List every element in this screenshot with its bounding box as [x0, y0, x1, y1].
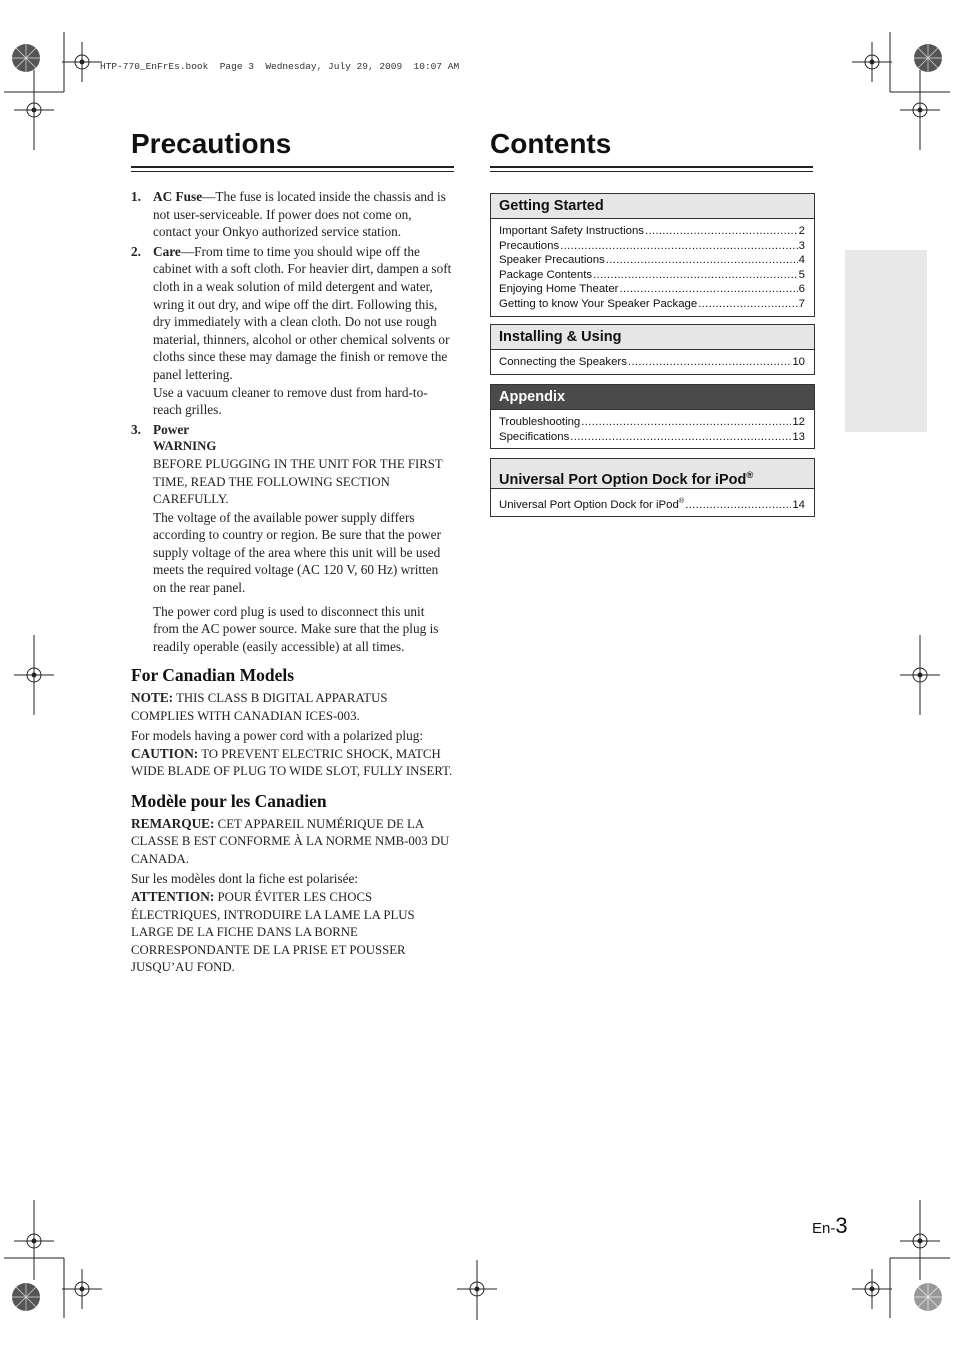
crosshair-registration-icon	[62, 42, 102, 82]
side-tab-marker	[845, 250, 927, 432]
crosshair-registration-icon	[14, 90, 54, 130]
file-info-line: HTP-770_EnFrEs.book Page 3 Wednesday, July 29, 2009 10:07 AM	[100, 61, 460, 72]
crosshair-registration-icon	[852, 1269, 892, 1309]
voltage-text: The voltage of the available power supply differs according to country or region. Be sure that the power supply voltage of the area where this unit will be used meets the required voltage (AC 120 V, 60 Hz) written on the rear panel.	[153, 509, 442, 596]
remarque-text: CET APPAREIL NUMÉRIQUE DE LA CLASSE B EST CONFORME À LA NORME NMB-003 DU CANADA.	[131, 816, 450, 866]
precaution-item-ac-fuse	[131, 188, 453, 241]
precaution-item-care	[131, 243, 453, 419]
warning-label: WARNING	[153, 439, 217, 454]
item-number: 2.	[131, 243, 141, 259]
caution-label: CAUTION:	[131, 745, 199, 761]
attention-label: ATTENTION:	[131, 888, 215, 904]
item-lead: Care	[153, 243, 181, 259]
crosshair-registration-icon	[900, 90, 940, 130]
toc-entry[interactable]: Precautions ..... 3	[499, 239, 805, 254]
item-text: —From time to time you should wipe off the cabinet with a soft cloth. For heavier dirt, dampen a soft cloth in a weak solution of mild detergent and water, wring it out dry, and wipe off the dirt. Following this, dry immediately with a clean cloth. Do not use rough material, thinners, alcohol or other chemical solvents or cloths since these may damage the finish or remove the panel lettering.	[153, 243, 452, 382]
toc-entry[interactable]: Important Safety Instructions ..... 2	[499, 224, 805, 239]
item-number: 1.	[131, 189, 141, 204]
page-number: En-3	[812, 1213, 848, 1238]
toc-section-installing-using	[490, 324, 815, 375]
toc-entry[interactable]: Speaker Precautions ..... 4	[499, 253, 805, 268]
precautions-title-rule-thin	[131, 171, 454, 172]
crosshair-registration-icon	[14, 655, 54, 695]
toc-section-heading: Universal Port Option Dock for iPod®	[491, 459, 814, 489]
crosshair-registration-icon	[62, 1269, 102, 1309]
crosshair-registration-icon	[852, 42, 892, 82]
item-lead: AC Fuse	[153, 189, 203, 204]
toc-entry[interactable]: Enjoying Home Theater ..... 6	[499, 282, 805, 297]
crosshair-registration-icon	[14, 1221, 54, 1261]
crosshair-registration-icon	[900, 1221, 940, 1261]
toc-section-heading: Installing & Using	[491, 325, 814, 350]
precautions-body	[131, 188, 453, 979]
item-text: —The fuse is located inside the chassis and is not user-serviceable. If power does not come on, contact your Onkyo authorized service station.	[153, 189, 446, 240]
caution-text: TO PREVENT ELECTRIC SHOCK, MATCH WIDE BLADE OF PLUG TO WIDE SLOT, FULLY INSERT.	[131, 746, 453, 779]
toc-entry[interactable]: Troubleshooting ..... 12	[499, 415, 805, 430]
precautions-title: Precautions	[131, 128, 292, 159]
toc-entry[interactable]: Universal Port Option Dock for iPod® ..... 14	[499, 494, 805, 512]
contents-title-rule-thin	[490, 171, 813, 172]
starburst-target-icon	[908, 38, 948, 78]
toc-entry[interactable]: Connecting the Speakers ..... 10	[499, 355, 805, 370]
toc-section-heading: Getting Started	[491, 194, 814, 219]
starburst-target-icon	[6, 1277, 46, 1317]
toc-section-appendix	[490, 384, 815, 449]
note-text: THIS CLASS B DIGITAL APPARATUS COMPLIES WITH CANADIAN ICES-003.	[131, 691, 388, 723]
item-number: 3.	[131, 421, 141, 437]
toc-section-ipod-dock	[490, 458, 815, 517]
polarisee-text: Sur les modèles dont la fiche est polarisée:	[131, 871, 359, 887]
precautions-title-rule	[131, 166, 454, 168]
warning-text: BEFORE PLUGGING IN THE UNIT FOR THE FIRST TIME, READ THE FOLLOWING SECTION CAREFULLY.	[153, 456, 443, 507]
item-extra: Use a vacuum cleaner to remove dust from hard-to-reach grilles.	[153, 384, 428, 418]
contents-title-rule	[490, 166, 813, 168]
crosshair-registration-icon	[900, 655, 940, 695]
starburst-target-icon	[908, 1277, 948, 1317]
note-label: NOTE:	[131, 690, 174, 706]
precaution-item-power	[131, 421, 453, 656]
plug-text: The power cord plug is used to disconnect this unit from the AC power source. Make sure that the plug is readily operable (easily accessible) at all times.	[153, 603, 439, 654]
attention-text: POUR ÉVITER LES CHOCS ÉLECTRIQUES, INTRODUIRE LA LAME LA PLUS LARGE DE LA FICHE DANS LA BORNE CORRESPONDANTE DE LA PRISE ET POUSSER JUSQU’AU FOND.	[131, 889, 415, 975]
toc-entry[interactable]: Package Contents ..... 5	[499, 268, 805, 283]
polarized-plug-text: For models having a power cord with a polarized plug:	[131, 728, 424, 744]
starburst-target-icon	[6, 38, 46, 78]
toc-entry[interactable]: Getting to know Your Speaker Package ..... 7	[499, 297, 805, 312]
toc-entry[interactable]: Specifications ..... 13	[499, 430, 805, 445]
crosshair-registration-icon	[457, 1269, 497, 1309]
contents-title: Contents	[490, 128, 612, 159]
canadien-heading: Modèle pour les Canadien	[131, 791, 327, 811]
item-lead: Power	[153, 421, 190, 437]
toc-section-getting-started	[490, 193, 815, 317]
canadian-models-heading: For Canadian Models	[131, 665, 295, 686]
remarque-label: REMARQUE:	[131, 815, 215, 831]
toc-section-heading: Appendix	[491, 385, 814, 410]
